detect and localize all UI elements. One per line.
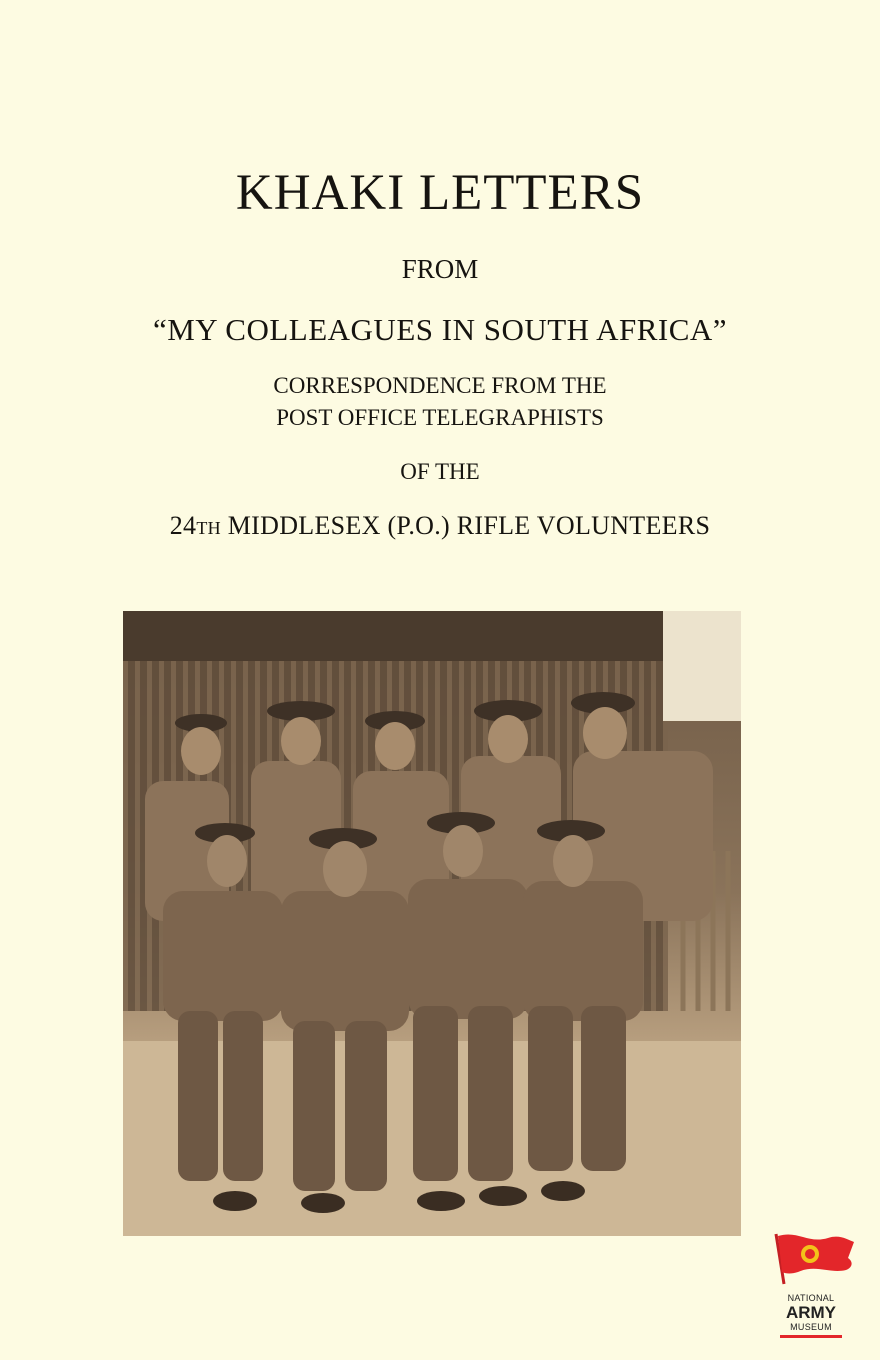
national-army-museum-logo — [768, 1228, 858, 1348]
logo-line-1: NATIONAL — [787, 1293, 835, 1303]
correspondence-line-1: CORRESPONDENCE FROM THE — [273, 373, 607, 398]
book-subtitle: “MY COLLEAGUES IN SOUTH AFRICA” — [152, 312, 728, 347]
correspondence-line-2: POST OFFICE TELEGRAPHISTS — [276, 405, 604, 430]
book-title: KHAKI LETTERS — [235, 165, 645, 221]
group-photograph — [123, 611, 741, 1236]
unit-name-line — [0, 509, 880, 545]
logo-line-3: MUSEUM — [790, 1322, 832, 1332]
logo-underline — [780, 1335, 842, 1338]
logo-wordmark — [768, 1293, 854, 1338]
of-the-line: OF THE — [400, 459, 480, 484]
unit-ordinal: TH — [196, 518, 221, 538]
flag-emblem-icon — [768, 1228, 858, 1292]
unit-number: 24 — [169, 511, 197, 540]
title-from: FROM — [401, 254, 479, 284]
unit-name: MIDDLESEX (P.O.) RIFLE VOLUNTEERS — [227, 511, 711, 540]
correspondence-description — [0, 370, 880, 434]
logo-line-2: ARMY — [785, 1303, 837, 1322]
